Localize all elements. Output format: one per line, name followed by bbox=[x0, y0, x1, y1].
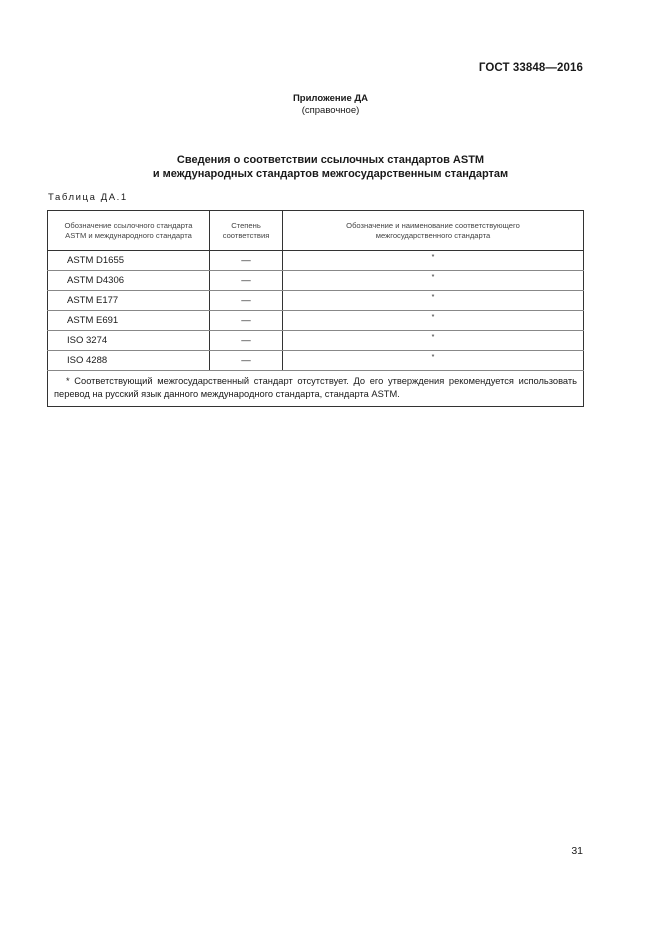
cell-degree: — bbox=[210, 311, 283, 331]
cell-interstate: * bbox=[283, 331, 584, 351]
cell-standard: ISO 4288 bbox=[48, 351, 210, 371]
annex-title: Приложение ДА bbox=[292, 93, 369, 104]
correspondence-table bbox=[47, 210, 584, 407]
section-title-line-2: и международных стандартов межгосударственным стандартам bbox=[152, 168, 509, 180]
annex-heading bbox=[0, 93, 661, 117]
cell-degree: — bbox=[210, 251, 283, 271]
table-row bbox=[48, 291, 584, 311]
cell-standard: ASTM E177 bbox=[48, 291, 210, 311]
cell-interstate: * bbox=[283, 351, 584, 371]
cell-interstate: * bbox=[283, 251, 584, 271]
table-row bbox=[48, 331, 584, 351]
section-title-line-1: Сведения о соответствии ссылочных стандартов ASTM bbox=[176, 154, 485, 166]
cell-degree: — bbox=[210, 291, 283, 311]
table-row bbox=[48, 311, 584, 331]
table-row bbox=[48, 271, 584, 291]
table-header-row bbox=[48, 211, 584, 251]
cell-degree: — bbox=[210, 351, 283, 371]
table-footnote: * Соответствующий межгосударственный стандарт отсутствует. До его утверждения рекомендуется использовать перевод на русский язык данного международного стандарта, стандарта ASTM. bbox=[48, 371, 584, 407]
annex-subtitle: (справочное) bbox=[301, 105, 360, 116]
header-interstate-standard: Обозначение и наименование соответствующего межгосударственного стандарта bbox=[283, 211, 584, 251]
cell-interstate: * bbox=[283, 311, 584, 331]
header-reference-standard: Обозначение ссылочного стандарта ASTM и международного стандарта bbox=[48, 211, 210, 251]
table-row bbox=[48, 251, 584, 271]
footnote-row bbox=[48, 371, 584, 407]
cell-degree: — bbox=[210, 271, 283, 291]
cell-standard: ASTM D1655 bbox=[48, 251, 210, 271]
table-label: Таблица ДА.1 bbox=[48, 192, 128, 203]
cell-interstate: * bbox=[283, 291, 584, 311]
section-title bbox=[0, 153, 661, 181]
cell-interstate: * bbox=[283, 271, 584, 291]
header-degree-of-correspondence: Степень соответствия bbox=[210, 211, 283, 251]
page-number: 31 bbox=[571, 845, 583, 857]
table-row bbox=[48, 351, 584, 371]
cell-standard: ASTM D4306 bbox=[48, 271, 210, 291]
document-code: ГОСТ 33848—2016 bbox=[478, 62, 583, 74]
cell-standard: ASTM E691 bbox=[48, 311, 210, 331]
cell-standard: ISO 3274 bbox=[48, 331, 210, 351]
cell-degree: — bbox=[210, 331, 283, 351]
